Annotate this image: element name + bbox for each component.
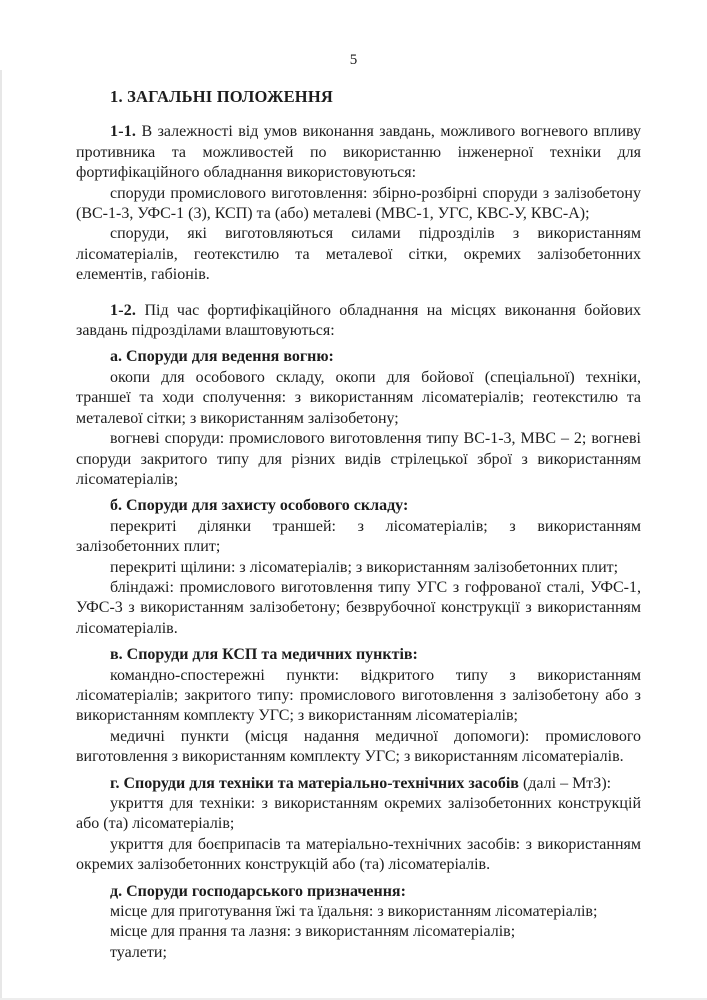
paragraph: споруди, які виготовляються силами підрозділів з використанням лісоматеріалів, геотекстилю та металевої сітки, окремих залізобетонних елементів, габіонів. (76, 225, 641, 284)
paragraph: споруди промислового виготовлення: збірно-розбірні споруди з залізобетону (ВС-1-3, УФС-1 (3), КСП) та (або) металеві (МВС-1, УГС, КВС-У, КВС-А); (76, 184, 641, 223)
subheading-a: а. Споруди для ведення вогню: (110, 348, 334, 366)
paragraph: місце для прання та лазня: з використанням лісоматеріалів; (110, 923, 516, 941)
subheading-b: б. Споруди для захисту особового складу: (110, 497, 409, 515)
paragraph: окопи для особового складу, окопи для бойової (спеціальної) техніки, траншеї та ходи сполучення: з використанням лісоматеріалів; геотекстилю та металевої сітки; з використанням залізобетону; (76, 368, 641, 427)
paragraph: укриття для техніки: з використанням окремих залізобетонних конструкцій або (та) лісоматеріалів; (76, 795, 641, 833)
page-number: 5 (349, 52, 358, 68)
paragraph: місце для приготування їжі та їдальня: з використанням лісоматеріалів; (110, 903, 598, 921)
paragraph-1-2: 1-2. Під час фортифікаційного обладнання на місцях виконання бойових завдань підрозділами влаштовуються: (76, 301, 642, 340)
document-content (76, 87, 641, 963)
paragraph: перекриті щілини: з лісоматеріалів; з використанням залізобетонних плит; (110, 558, 619, 576)
paragraph: туалети; (110, 943, 167, 961)
subheading-g: г. Споруди для техніки та матеріально-технічних засобів (далі – МтЗ): (110, 774, 612, 792)
subheading-v: в. Споруди для КСП та медичних пунктів: (110, 646, 418, 664)
paragraph: бліндажі: промислового виготовлення типу УГС з гофрованої сталі, УФС-1, УФС-3 з використанням залізобетону; безврубочної конструкції з використанням лісоматеріалів. (76, 578, 641, 637)
paragraph: укриття для боєприпасів та матеріально-технічних засобів: з використанням окремих залізобетонних конструкцій або (та) лісоматеріалів. (76, 835, 641, 874)
section-heading: 1. ЗАГАЛЬНІ ПОЛОЖЕННЯ (110, 87, 333, 106)
paragraph: перекриті ділянки траншей: з лісоматеріалів; з використанням залізобетонних плит; (76, 517, 641, 556)
paragraph-number: 1-1. (110, 123, 137, 141)
subheading-d: д. Споруди господарського призначення: (110, 882, 406, 900)
paragraph-number: 1-2. (110, 301, 137, 319)
paragraph: командно-спостережні пункти: відкритого типу з використанням лісоматеріалів; закритого типу: промислового виготовлення з залізобетону або з використанням комплекту УГС; з використанням лісоматеріалів; (76, 666, 641, 725)
paragraph: вогневі споруди: промислового виготовлення типу ВС-1-3, МВС – 2; вогневі споруди закритого типу для різних видів стрілецької зброї з використанням лісоматеріалів; (76, 430, 641, 488)
paragraph-1-1: 1-1. В залежності від умов виконання завдань, можливого вогневого впливу противника та можливостей по використанню інженерної техніки для фортифікаційного обладнання використовуються: (76, 123, 642, 182)
paragraph: медичні пункти (місця надання медичної допомоги): промислового виготовлення з використанням комплекту УГС; з використанням лісоматеріалів. (76, 727, 641, 766)
